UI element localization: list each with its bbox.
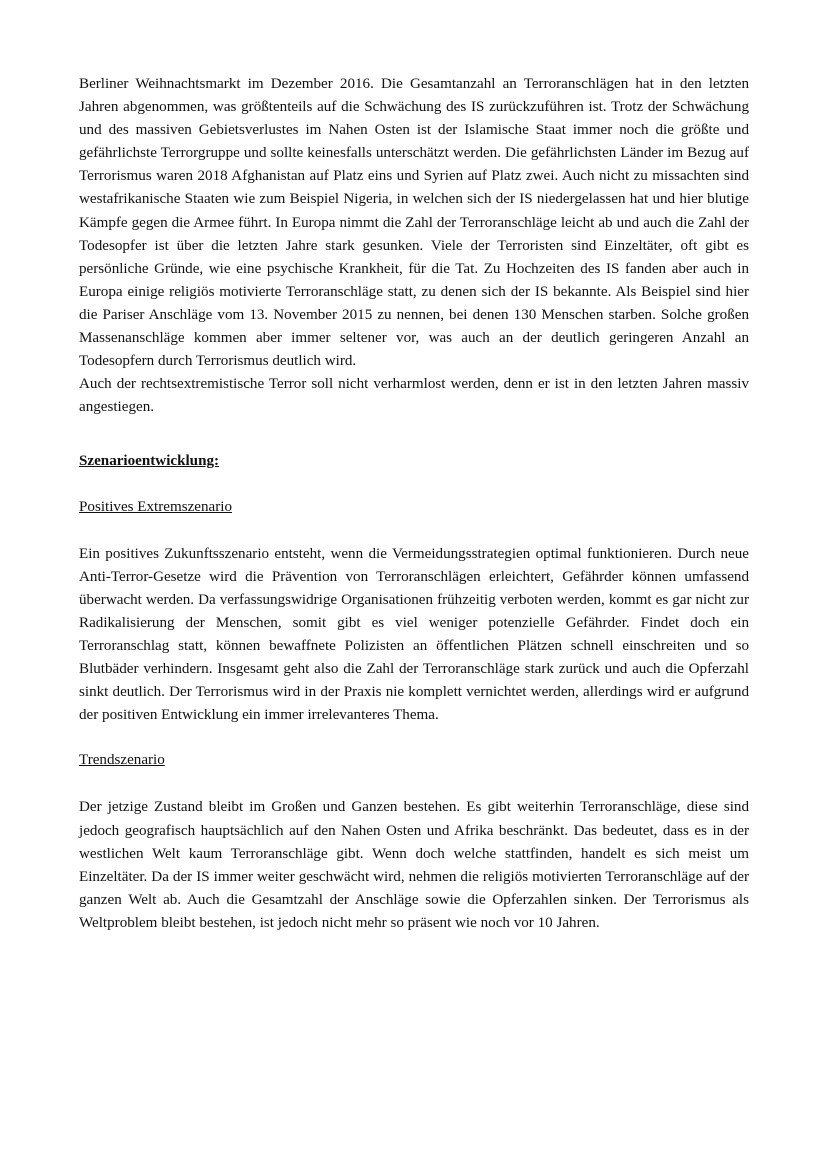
trend-scenario-heading: Trendszenario: [79, 752, 165, 769]
positive-scenario-text: Ein positives Zukunftsszenario entsteht, wenn die Vermeidungsstrategien optimal funktionieren. Durch neue Anti-Terror-Gesetze wird die Prävention von Terroranschlägen erleichtert, Gefährder können umfassend überwacht werden. Da verfassungswidrige Organisationen frühzeitig verboten werden, kommt es gar nicht zur Radikalisierung der Menschen, somit gibt es viel weniger potenzielle Gefährder. Findet doch ein Terroranschlag statt, können bewaffnete Polizisten an öffentlichen Plätzen schnell einschreiten und so Blutbäder verhindern. Insgesamt geht also die Zahl der Terroranschläge stark zurück und auch die Opferzahl sinkt deutlich. Der Terrorismus wird in der Praxis nie komplett vernichtet werden, allerdings wird er aufgrund der positiven Entwicklung ein immer irrelevanteres Thema.: [79, 545, 749, 724]
intro-paragraph: Berliner Weihnachtsmarkt im Dezember 2016. Die Gesamtanzahl an Terroranschlägen hat in den letzten Jahren abgenommen, was größtenteils auf die Schwächung des IS zurückzuführen ist. Trotz der Schwächung und des massiven Gebietsverlustes im Nahen Osten ist der Islamische Staat immer noch die größte und gefährlichste Terrorgruppe und sollte keinesfalls unterschätzt werden. Die gefährlichsten Länder im Bezug auf Terrorismus waren 2018 Afghanistan auf Platz eins und Syrien auf Platz zwei. Auch nicht zu missachten sind westafrikanische Staaten wie zum Beispiel Nigeria, in welchen sich der IS niedergelassen hat und hier blutige Kämpfe gegen die Armee führt. In Europa nimmt die Zahl der Terroranschläge leicht ab und auch die Zahl der Todesopfer ist über die letzten Jahre stark gesunken. Viele der Terroristen sind Einzeltäter, oft gibt es persönliche Gründe, wie eine psychische Krankheit, für die Tat. Zu Hochzeiten des IS fanden aber auch in Europa einige religiös motivierte Terroranschläge statt, zu denen sich der IS bekannte. Als Beispiel sind hier die Pariser Anschläge vom 13. November 2015 zu nennen, bei denen 130 Menschen starben. Solche großen Massenanschläge kommen aber immer seltener vor, was auch an der deutlich geringeren Anzahl an Todesopfern durch Terrorismus deutlich wird.: [79, 76, 749, 370]
section-heading: Szenarioentwicklung:: [79, 453, 220, 470]
positive-scenario-heading: Positives Extremszenario: [79, 498, 233, 515]
trend-scenario-text: Der jetzige Zustand bleibt im Großen und Ganzen bestehen. Es gibt weiterhin Terroranschläge, diese sind jedoch geografisch hauptsächlich auf den Nahen Osten und Afrika beschränkt. Das bedeutet, dass es in der westlichen Welt kaum Terroranschläge gibt. Wenn doch welche stattfinden, handelt es sich meist um Einzeltäter. Da der IS immer weiter geschwächt wird, nehmen die religiös motivierten Terroranschläge auf der ganzen Welt ab. Auch die Gesamtzahl der Anschläge sowie die Opferzahlen sinken. Der Terrorismus als Weltproblem bleibt bestehen, ist jedoch nicht mehr so präsent wie noch vor 10 Jahren.: [79, 799, 749, 931]
intro-paragraph-2: Auch der rechtsextremistische Terror soll nicht verharmlost werden, denn er ist in den letzten Jahren massiv angestiegen.: [79, 376, 749, 416]
